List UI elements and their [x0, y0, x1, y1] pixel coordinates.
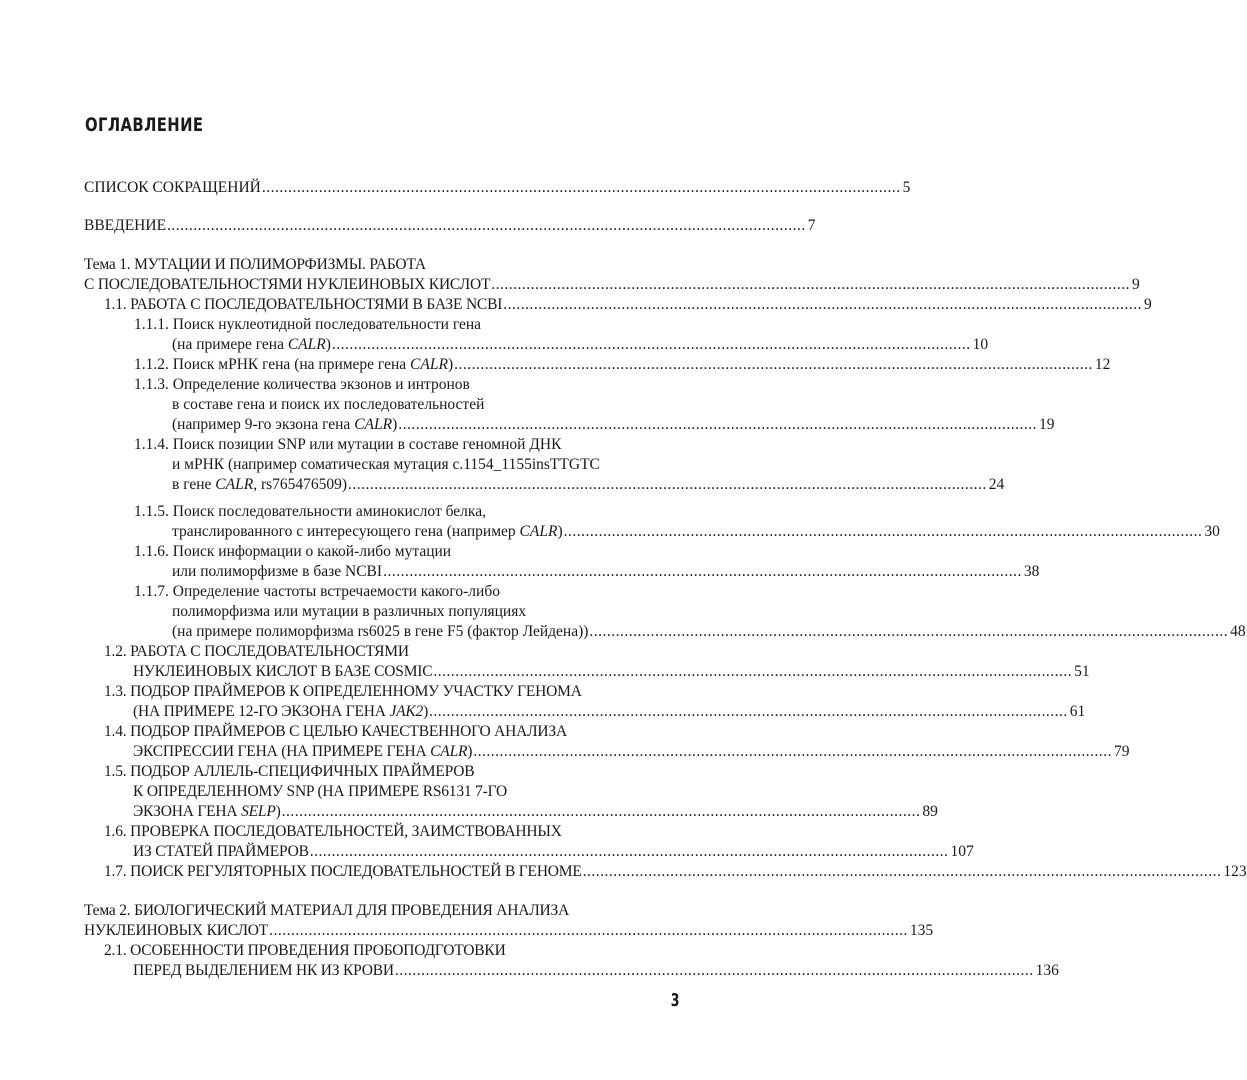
toc-leader: ..................................................................................................................................................	[383, 563, 1022, 580]
toc-leader: ..................................................................................................................................................	[563, 523, 1203, 540]
toc-entry[interactable]	[104, 862, 1247, 882]
toc-entry-text: 1.3. ПОДБОР ПРАЙМЕРОВ К ОПРЕДЕЛЕННОМУ УЧАСТКУ ГЕНОМА	[104, 683, 582, 700]
toc-entry-text: С ПОСЛЕДОВАТЕЛЬНОСТЯМИ НУКЛЕИНОВЫХ КИСЛОТ	[84, 276, 491, 293]
toc-entry-text: НУКЛЕИНОВЫХ КИСЛОТ	[84, 922, 269, 939]
toc-entry-text: 1.1.1. Поиск нуклеотидной последовательности гена	[134, 316, 482, 333]
toc-entry[interactable]	[104, 295, 1152, 315]
toc-entry-text: ЭКСПРЕССИИ ГЕНА (НА ПРИМЕРЕ ГЕНА CALR)	[133, 743, 473, 760]
toc-entry[interactable]	[134, 502, 680, 522]
toc-entry-text: 1.1.6. Поиск информации о какой-либо мутации	[134, 543, 452, 560]
toc-page-number: 48	[1230, 623, 1246, 640]
toc-entry[interactable]	[84, 178, 911, 198]
toc-entry[interactable]	[84, 921, 934, 941]
toc-leader: ..................................................................................................................................................	[348, 476, 987, 493]
toc-entry[interactable]	[134, 355, 1111, 375]
toc-entry[interactable]	[84, 216, 816, 236]
toc-page-number: 30	[1204, 523, 1220, 540]
toc-entry-text: 1.1. РАБОТА С ПОСЛЕДОВАТЕЛЬНОСТЯМИ В БАЗЕ NCBI	[104, 296, 503, 313]
toc-leader: ..................................................................................................................................................	[398, 416, 1038, 433]
toc-entry[interactable]	[172, 622, 1246, 642]
toc-entry-text: ИЗ СТАТЕЙ ПРАЙМЕРОВ	[133, 843, 309, 860]
toc-page-number: 79	[1114, 743, 1130, 760]
toc-entry[interactable]	[133, 742, 1130, 762]
toc-page-number: 136	[1035, 962, 1059, 979]
toc-entry[interactable]	[172, 395, 680, 415]
toc-entry[interactable]	[172, 475, 1005, 495]
toc-entry[interactable]	[134, 582, 680, 602]
toc-page-number: 12	[1094, 356, 1111, 373]
toc-entry-text: Тема 2. БИОЛОГИЧЕСКИЙ МАТЕРИАЛ ДЛЯ ПРОВЕДЕНИЯ АНАЛИЗА	[84, 902, 570, 919]
toc-entry-text: Тема 1. МУТАЦИИ И ПОЛИМОРФИЗМЫ. РАБОТА	[84, 256, 426, 273]
toc-entry[interactable]	[172, 522, 1220, 542]
toc-entry[interactable]	[172, 562, 1040, 582]
toc-entry-text: ПЕРЕД ВЫДЕЛЕНИЕМ НК ИЗ КРОВИ	[133, 962, 394, 979]
page-title: ОГЛАВЛЕНИЕ	[85, 114, 204, 136]
toc-entry[interactable]	[104, 941, 680, 961]
toc-leader: ..................................................................................................................................................	[473, 743, 1112, 760]
toc-entry[interactable]	[84, 275, 1140, 295]
toc-page-number: 51	[1074, 663, 1090, 680]
toc-entry-text: (на примере гена CALR)	[172, 336, 331, 353]
toc-leader: ..................................................................................................................................................	[261, 179, 901, 196]
toc-entry-text: 1.1.5. Поиск последовательности аминокислот белка,	[134, 503, 486, 520]
toc-entry[interactable]	[133, 702, 1086, 722]
toc-entry-text: транслированного с интересующего гена (например CALR)	[172, 523, 563, 540]
toc-page-number: 61	[1069, 703, 1086, 720]
toc-entry[interactable]	[133, 802, 938, 822]
toc-entry-text: 1.1.7. Определение частоты встречаемости какого-либо	[134, 583, 500, 600]
toc-page-number: 7	[807, 217, 816, 234]
toc-entry[interactable]	[104, 762, 680, 782]
toc-page-number: 19	[1039, 416, 1055, 433]
toc-entry[interactable]	[134, 542, 680, 562]
toc-entry-text: 1.2. РАБОТА С ПОСЛЕДОВАТЕЛЬНОСТЯМИ	[104, 643, 409, 660]
toc-entry-text: (на примере полиморфизма rs6025 в гене F5 (фактор Лейдена))	[172, 623, 589, 640]
toc-entry[interactable]	[134, 375, 680, 395]
toc-leader: ..................................................................................................................................................	[433, 663, 1073, 680]
toc-entry-text: 1.1.2. Поиск мРНК гена (на примере гена CALR)	[134, 356, 454, 373]
toc-entry-text: ВВЕДЕНИЕ	[84, 217, 167, 234]
toc-page-number: 89	[922, 803, 938, 820]
toc-entry[interactable]	[134, 315, 680, 335]
toc-entry-text: полиморфизма или мутации в различных популяциях	[172, 603, 527, 620]
toc-entry[interactable]	[172, 602, 680, 622]
toc-page-number: 9	[1143, 296, 1152, 313]
toc-page-number: 38	[1023, 563, 1040, 580]
toc-page-number: 123	[1223, 863, 1247, 880]
toc-page-number: 135	[909, 922, 934, 939]
toc-entry[interactable]	[84, 901, 680, 921]
toc-entry-text: в составе гена и поиск их последовательностей	[172, 396, 485, 413]
toc-page-number: 5	[902, 179, 911, 196]
toc-entry[interactable]	[133, 842, 974, 862]
toc-page-number: 9	[1132, 276, 1140, 293]
toc-entry[interactable]	[104, 642, 680, 662]
toc-entry-text: 2.1. ОСОБЕННОСТИ ПРОВЕДЕНИЯ ПРОБОПОДГОТОВКИ	[104, 942, 506, 959]
toc-leader: ..................................................................................................................................................	[589, 623, 1229, 640]
toc-leader: ..................................................................................................................................................	[582, 863, 1222, 880]
toc-entry-text: 1.1.4. Поиск позиции SNP или мутации в составе геномной ДНК	[134, 436, 562, 453]
toc-leader: ..................................................................................................................................................	[491, 276, 1131, 293]
toc-leader: ..................................................................................................................................................	[167, 217, 806, 234]
toc-entry[interactable]	[133, 782, 680, 802]
toc-entry[interactable]	[134, 435, 680, 455]
toc-entry[interactable]	[104, 682, 680, 702]
toc-entry-text: (НА ПРИМЕРЕ 12-ГО ЭКЗОНА ГЕНА JAK2)	[133, 703, 429, 720]
toc-page-number: 10	[972, 336, 989, 353]
toc-leader: ..................................................................................................................................................	[331, 336, 971, 353]
toc-leader: ..................................................................................................................................................	[269, 922, 908, 939]
page-number: 3	[671, 990, 680, 1011]
toc-entry[interactable]	[133, 961, 1059, 981]
toc-leader: ..................................................................................................................................................	[281, 803, 921, 820]
toc-entry[interactable]	[104, 722, 680, 742]
toc-entry[interactable]	[172, 415, 1055, 435]
toc-leader: ..................................................................................................................................................	[309, 843, 949, 860]
toc-leader: ..................................................................................................................................................	[429, 703, 1068, 720]
toc-entry[interactable]	[84, 255, 680, 275]
toc-entry-text: (например 9-го экзона гена CALR)	[172, 416, 398, 433]
toc-leader: ..................................................................................................................................................	[454, 356, 1093, 373]
toc-entry[interactable]	[133, 662, 1090, 682]
toc-entry[interactable]	[104, 822, 680, 842]
toc-entry[interactable]	[172, 335, 989, 355]
toc-entry-text: ЭКЗОНА ГЕНА SELP)	[133, 803, 281, 820]
toc-entry[interactable]	[172, 455, 680, 475]
toc-page-number: 107	[950, 843, 974, 860]
toc-entry-text: в гене CALR, rs765476509)	[172, 476, 348, 493]
toc-entry-text: 1.7. ПОИСК РЕГУЛЯТОРНЫХ ПОСЛЕДОВАТЕЛЬНОСТЕЙ В ГЕНОМЕ	[104, 863, 582, 880]
toc-entry-text: 1.1.3. Определение количества экзонов и интронов	[134, 376, 470, 393]
toc-entry-text: или полиморфизме в базе NCBI	[172, 563, 383, 580]
toc-entry-text: и мРНК (например соматическая мутация c.1154_1155insTTGTC	[172, 456, 600, 473]
toc-entry-text: 1.5. ПОДБОР АЛЛЕЛЬ-СПЕЦИФИЧНЫХ ПРАЙМЕРОВ	[104, 763, 475, 780]
toc-entry-text: К ОПРЕДЕЛЕННОМУ SNP (НА ПРИМЕРЕ RS6131 7-ГО	[133, 783, 508, 800]
toc-leader: ..................................................................................................................................................	[503, 296, 1142, 313]
toc-entry-text: СПИСОК СОКРАЩЕНИЙ	[84, 179, 261, 196]
toc-entry-text: НУКЛЕИНОВЫХ КИСЛОТ В БАЗЕ COSMIC	[133, 663, 433, 680]
toc-leader: ..................................................................................................................................................	[394, 962, 1034, 979]
toc-page-number: 24	[988, 476, 1005, 493]
toc-entry-text: 1.4. ПОДБОР ПРАЙМЕРОВ С ЦЕЛЬЮ КАЧЕСТВЕННОГО АНАЛИЗА	[104, 723, 567, 740]
toc-entry-text: 1.6. ПРОВЕРКА ПОСЛЕДОВАТЕЛЬНОСТЕЙ, ЗАИМСТВОВАННЫХ	[104, 823, 562, 840]
